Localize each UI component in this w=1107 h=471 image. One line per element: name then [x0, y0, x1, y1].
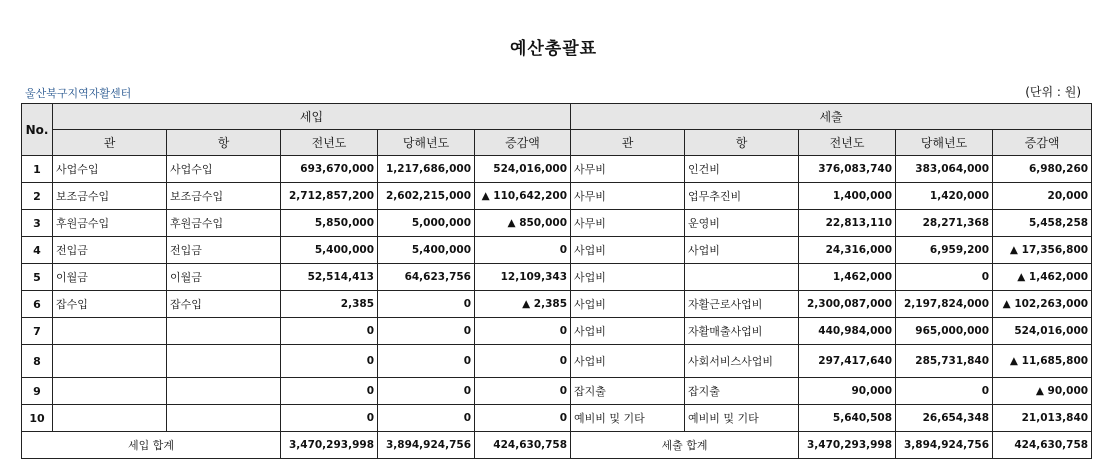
expense-kwan: 사업비 — [571, 237, 685, 264]
expense-diff: 6,980,260 — [993, 156, 1092, 183]
expense-hang: 예비비 및 기타 — [685, 405, 799, 432]
expense-curr: 0 — [896, 264, 993, 291]
income-curr: 1,217,686,000 — [378, 156, 475, 183]
col-income-diff: 증감액 — [475, 130, 571, 156]
document-title: 예산총괄표 — [509, 39, 598, 59]
income-prev: 2,712,857,200 — [281, 183, 378, 210]
col-no: No. — [22, 104, 53, 156]
income-diff: 0 — [475, 345, 571, 378]
expense-prev: 24,316,000 — [799, 237, 896, 264]
col-income-kwan: 관 — [53, 130, 167, 156]
income-prev: 0 — [281, 318, 378, 345]
expense-prev: 1,400,000 — [799, 183, 896, 210]
expense-kwan: 잡지출 — [571, 378, 685, 405]
organization-name: 울산북구지역자활센터 — [25, 87, 132, 100]
expense-prev: 297,417,640 — [799, 345, 896, 378]
expense-curr: 28,271,368 — [896, 210, 993, 237]
income-total-prev: 3,470,293,998 — [281, 432, 378, 459]
income-prev: 0 — [281, 378, 378, 405]
income-group-header: 세입 — [53, 104, 571, 130]
income-diff: 0 — [475, 318, 571, 345]
row-no: 1 — [22, 156, 53, 183]
col-income-curr: 당해년도 — [378, 130, 475, 156]
expense-curr: 1,420,000 — [896, 183, 993, 210]
expense-kwan: 사업비 — [571, 345, 685, 378]
income-curr: 64,623,756 — [378, 264, 475, 291]
expense-kwan: 사업비 — [571, 264, 685, 291]
row-no: 3 — [22, 210, 53, 237]
expense-total-label: 세출 합계 — [571, 432, 799, 459]
income-hang: 보조금수입 — [167, 183, 281, 210]
col-expense-hang: 항 — [685, 130, 799, 156]
income-hang — [167, 345, 281, 378]
expense-total-curr: 3,894,924,756 — [896, 432, 993, 459]
expense-kwan: 사무비 — [571, 156, 685, 183]
expense-hang: 사업비 — [685, 237, 799, 264]
expense-curr: 6,959,200 — [896, 237, 993, 264]
income-prev: 0 — [281, 345, 378, 378]
col-income-prev: 전년도 — [281, 130, 378, 156]
expense-kwan: 사업비 — [571, 318, 685, 345]
expense-prev: 2,300,087,000 — [799, 291, 896, 318]
column-header-row — [22, 130, 1092, 156]
table-row — [22, 378, 1092, 405]
col-expense-diff: 증감액 — [993, 130, 1092, 156]
row-no: 9 — [22, 378, 53, 405]
expense-hang: 자활매출사업비 — [685, 318, 799, 345]
expense-prev: 1,462,000 — [799, 264, 896, 291]
expense-prev: 5,640,508 — [799, 405, 896, 432]
row-no: 4 — [22, 237, 53, 264]
row-no: 5 — [22, 264, 53, 291]
expense-prev: 440,984,000 — [799, 318, 896, 345]
expense-total-prev: 3,470,293,998 — [799, 432, 896, 459]
income-diff: 12,109,343 — [475, 264, 571, 291]
income-hang — [167, 405, 281, 432]
expense-hang: 운영비 — [685, 210, 799, 237]
income-kwan: 잡수입 — [53, 291, 167, 318]
income-hang: 사업수입 — [167, 156, 281, 183]
income-kwan — [53, 405, 167, 432]
table-row — [22, 291, 1092, 318]
income-kwan: 전입금 — [53, 237, 167, 264]
income-hang — [167, 378, 281, 405]
expense-prev: 376,083,740 — [799, 156, 896, 183]
income-hang: 잡수입 — [167, 291, 281, 318]
expense-hang: 자활근로사업비 — [685, 291, 799, 318]
income-curr: 5,400,000 — [378, 237, 475, 264]
unit-label: (단위 : 원) — [1025, 85, 1081, 99]
row-no: 6 — [22, 291, 53, 318]
income-curr: 0 — [378, 345, 475, 378]
expense-kwan: 예비비 및 기타 — [571, 405, 685, 432]
table-row — [22, 345, 1092, 378]
expense-curr: 383,064,000 — [896, 156, 993, 183]
expense-curr: 285,731,840 — [896, 345, 993, 378]
row-no: 2 — [22, 183, 53, 210]
expense-prev: 90,000 — [799, 378, 896, 405]
table-row — [22, 183, 1092, 210]
table-row — [22, 156, 1092, 183]
table-row — [22, 405, 1092, 432]
income-curr: 0 — [378, 378, 475, 405]
expense-hang: 업무추진비 — [685, 183, 799, 210]
income-total-diff: 424,630,758 — [475, 432, 571, 459]
income-diff: 0 — [475, 237, 571, 264]
table-row — [22, 210, 1092, 237]
income-curr: 2,602,215,000 — [378, 183, 475, 210]
expense-hang: 사회서비스사업비 — [685, 345, 799, 378]
expense-hang — [685, 264, 799, 291]
col-income-hang: 항 — [167, 130, 281, 156]
income-prev: 5,850,000 — [281, 210, 378, 237]
table-row — [22, 237, 1092, 264]
income-prev: 52,514,413 — [281, 264, 378, 291]
income-total-curr: 3,894,924,756 — [378, 432, 475, 459]
income-kwan — [53, 378, 167, 405]
income-kwan: 이월금 — [53, 264, 167, 291]
col-expense-prev: 전년도 — [799, 130, 896, 156]
income-diff: ▲ 850,000 — [475, 210, 571, 237]
expense-curr: 2,197,824,000 — [896, 291, 993, 318]
income-curr: 0 — [378, 291, 475, 318]
col-expense-kwan: 관 — [571, 130, 685, 156]
expense-hang: 잡지출 — [685, 378, 799, 405]
expense-hang: 인건비 — [685, 156, 799, 183]
expense-curr: 26,654,348 — [896, 405, 993, 432]
income-curr: 0 — [378, 318, 475, 345]
table-body — [22, 156, 1092, 459]
income-kwan: 후원금수입 — [53, 210, 167, 237]
row-no: 10 — [22, 405, 53, 432]
row-no: 7 — [22, 318, 53, 345]
income-kwan: 사업수입 — [53, 156, 167, 183]
income-prev: 2,385 — [281, 291, 378, 318]
income-diff: ▲ 110,642,200 — [475, 183, 571, 210]
income-diff: 0 — [475, 405, 571, 432]
income-prev: 0 — [281, 405, 378, 432]
expense-diff: ▲ 90,000 — [993, 378, 1092, 405]
income-hang: 전입금 — [167, 237, 281, 264]
budget-summary-table — [21, 103, 1092, 459]
expense-kwan: 사무비 — [571, 183, 685, 210]
expense-diff: ▲ 1,462,000 — [993, 264, 1092, 291]
expense-curr: 965,000,000 — [896, 318, 993, 345]
income-curr: 5,000,000 — [378, 210, 475, 237]
expense-diff: 21,013,840 — [993, 405, 1092, 432]
expense-diff: ▲ 11,685,800 — [993, 345, 1092, 378]
expense-diff: ▲ 102,263,000 — [993, 291, 1092, 318]
totals-row — [22, 432, 1092, 459]
income-prev: 5,400,000 — [281, 237, 378, 264]
income-hang: 이월금 — [167, 264, 281, 291]
expense-kwan: 사업비 — [571, 291, 685, 318]
expense-group-header: 세출 — [571, 104, 1092, 130]
expense-prev: 22,813,110 — [799, 210, 896, 237]
group-header-row — [22, 104, 1092, 130]
income-diff: ▲ 2,385 — [475, 291, 571, 318]
table-row — [22, 318, 1092, 345]
expense-diff: 5,458,258 — [993, 210, 1092, 237]
expense-total-diff: 424,630,758 — [993, 432, 1092, 459]
col-expense-curr: 당해년도 — [896, 130, 993, 156]
income-hang — [167, 318, 281, 345]
income-curr: 0 — [378, 405, 475, 432]
income-diff: 0 — [475, 378, 571, 405]
expense-diff: 20,000 — [993, 183, 1092, 210]
expense-kwan: 사무비 — [571, 210, 685, 237]
row-no: 8 — [22, 345, 53, 378]
income-kwan: 보조금수입 — [53, 183, 167, 210]
income-prev: 693,670,000 — [281, 156, 378, 183]
expense-diff: ▲ 17,356,800 — [993, 237, 1092, 264]
income-kwan — [53, 345, 167, 378]
income-total-label: 세입 합계 — [22, 432, 281, 459]
table-row — [22, 264, 1092, 291]
expense-diff: 524,016,000 — [993, 318, 1092, 345]
income-kwan — [53, 318, 167, 345]
income-hang: 후원금수입 — [167, 210, 281, 237]
income-diff: 524,016,000 — [475, 156, 571, 183]
expense-curr: 0 — [896, 378, 993, 405]
